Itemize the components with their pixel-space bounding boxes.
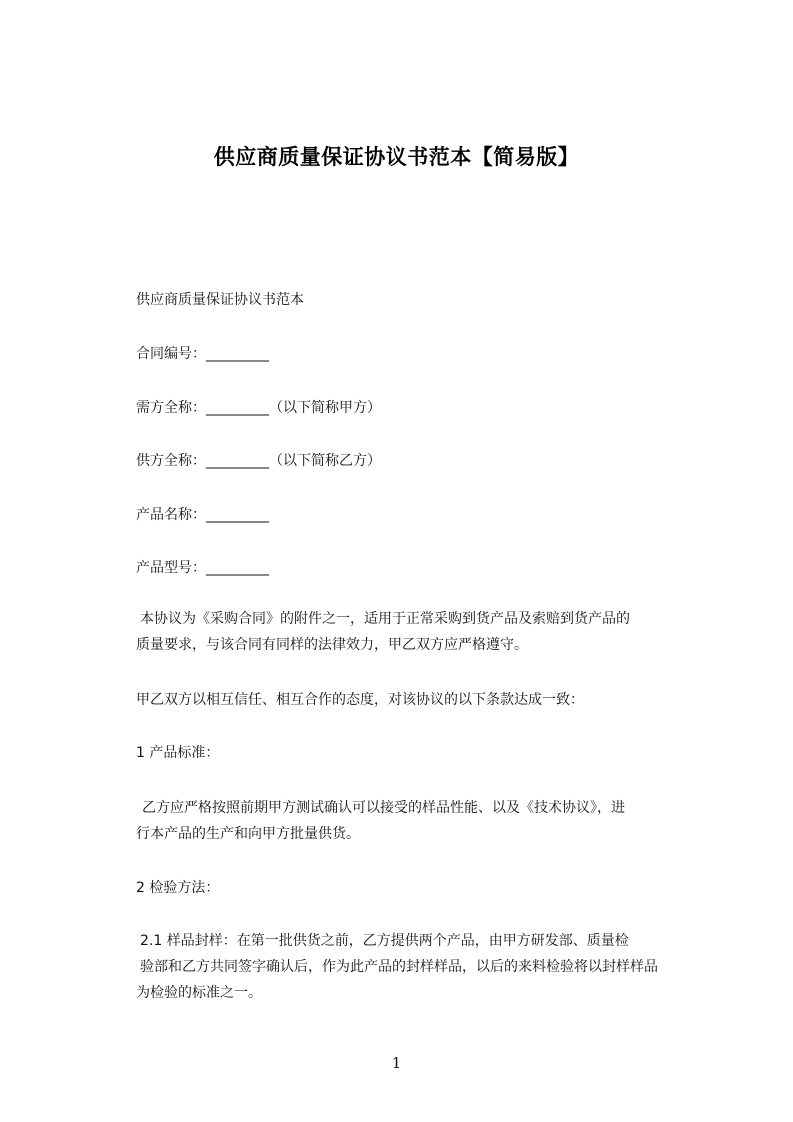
- buyer-name-field: 需方全称：_________（以下简称甲方）: [136, 400, 381, 416]
- document-title: 供应商质量保证协议书范本【简易版】: [213, 145, 580, 169]
- intro-line-2: 质量要求，与该合同有同样的法律效力，甲乙双方应严格遵守。: [136, 637, 528, 653]
- contract-number-field: 合同编号：_________: [136, 346, 269, 362]
- section-1-line-2: 行本产品的生产和向甲方批量供货。: [136, 826, 360, 842]
- section-1-paragraph: [136, 795, 706, 847]
- product-name-field: 产品名称：_________: [136, 507, 269, 523]
- section-1-title: 1 产品标准：: [136, 745, 220, 761]
- section-2-1-line-2: 验部和乙方共同签字确认后，作为此产品的封样样品，以后的来料检验将以封样样品: [140, 959, 658, 975]
- page-number: 1: [391, 1054, 402, 1072]
- agreement-statement: 甲乙双方以相互信任、相互合作的态度，对该协议的以下条款达成一致：: [136, 692, 584, 708]
- section-2-title: 2 检验方法：: [136, 880, 220, 896]
- supplier-name-field: 供方全称：_________（以下简称乙方）: [136, 453, 381, 469]
- subtitle: 供应商质量保证协议书范本: [136, 292, 304, 308]
- intro-line-1: 本协议为《采购合同》的附件之一，适用于正常采购到货产品及索赔到货产品的: [140, 611, 630, 627]
- section-2-1-line-3: 为检验的标准之一。: [136, 985, 262, 1001]
- section-2-1-line-1: 2.1 样品封样：在第一批供货之前，乙方提供两个产品，由甲方研发部、质量检: [140, 933, 629, 949]
- section-1-line-1: 乙方应严格按照前期甲方测试确认可以接受的样品性能、以及《技术协议》，进: [142, 800, 625, 816]
- section-2-1-paragraph: [136, 928, 706, 1006]
- product-model-field: 产品型号：_________: [136, 560, 269, 576]
- intro-paragraph: [136, 606, 706, 658]
